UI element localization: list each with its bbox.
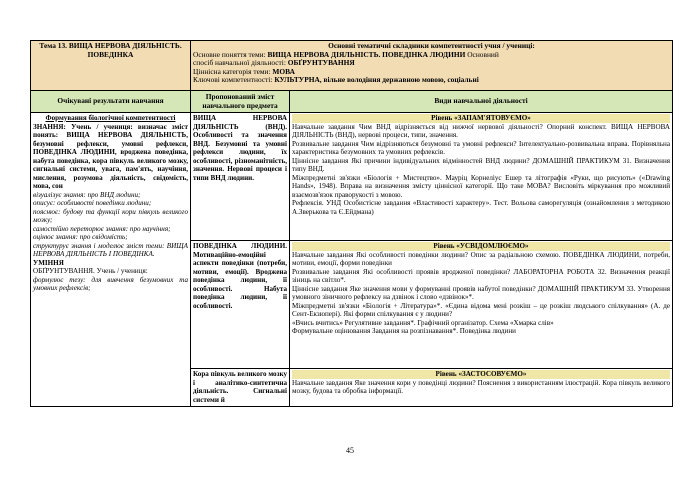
skills-line: ОБҐРУНТУВАННЯ. Учень / учениця:: [33, 267, 148, 275]
column-header-activities: Види навчальної діяльності: [290, 91, 673, 113]
level-understand-p3: Ціннісне завдання Яке значення мови у формуванні проявів набутої поведінки? ДОМАШНІЙ ПРАКТИКУМ 33. Утворення умовного зіничного рефлексу на дзвінок і слово «дзвінок»*.: [292, 284, 671, 301]
level-remember-cell: [290, 113, 673, 241]
level-understand-p1: Навчальне завдання Які особливості поведінки людини? Опис за радіальною схемою. ПОВЕДІНКА ЛЮДИНИ, потреби, мотиви, емоції, форми поведінки: [292, 250, 671, 267]
column-header-content: Пропонований зміст навчального предмета: [191, 91, 290, 113]
visualizes-text: візуалізує знання: про ВНД людини;: [33, 190, 141, 199]
competence-line-1: Основне поняття теми: ВИЩА НЕРВОВА ДІЯЛЬНІСТЬ. ПОВЕДІНКА ЛЮДИНИ Основний: [193, 49, 499, 59]
describes-text: описує: особливості поведінки людини;: [33, 199, 152, 207]
competence-formation-title: Формування біологічної компетентності: [45, 114, 176, 122]
explains-text: пояснює: будову та функції кори півкуль великого мозку;: [33, 207, 188, 224]
skills-formulates: формулює тезу: для вивчення безумовних та умовних рефлексів;: [33, 275, 188, 292]
level-apply-p1: Навчальне завдання Яке значення кори у поведінці людини? Пояснення з використанням ілюстрацій. Кора півкуль великого мозку, будова та обробка інформації.: [292, 378, 671, 395]
structures-text: структурує знання і моделює зміст теми: ВИЩА НЕРВОВА ДІЯЛЬНІСТЬ І ПОВЕДІНКА.: [33, 241, 188, 258]
level-understand-p6: Формувальне оцінювання Завдання на розпізнавання*. Поведінка людини: [292, 327, 516, 335]
competence-block: [191, 41, 673, 91]
column-header-expected-results: Очікувані результати навчання: [31, 91, 191, 113]
content-block-2: ПОВЕДІНКА ЛЮДИНИ. Мотиваційно-емоційні аспекти поведінки (потреби, мотиви, емоції). Вроджена поведінка людини, її особливості. Набута поведінка людини, її особливості.: [191, 241, 290, 369]
level-understand-p5: «Вчись вчитись» Регулятивне завдання*. Графічний організатор. Схема «Хмарка слів»: [292, 318, 554, 327]
level-understand-title: Рівень «УСВІДОМЛЮЄМО»: [292, 242, 670, 251]
competence-line-3: Ціннісна категорія теми: МОВА: [193, 66, 295, 76]
level-understand-p4: Міжпредметні зв'язки «Біологія + Література»*. «Єдина відома мені розкіш – це розкіш людського спілкування» (А. де Сент-Екзюпері). Які форми спілкування є у людини?: [292, 301, 671, 318]
competence-heading: Основні тематичні складники компетентності учня / учениці:: [328, 41, 535, 50]
level-understand-p2: Розвивальне завдання Які особливості проявів вродженої поведінки? ЛАБОРАТОРНА РОБОТА 32. Визначення реакції зіниць на світло*.: [292, 267, 671, 284]
content-block-1: ВИЩА НЕРВОВА ДІЯЛЬНІСТЬ (ВНД). Особливості та значення ВНД. Безумовні та умовні рефлекси людини, їх особливості, різноманітність, значення. Нервові процеси і типи ВНД людини.: [191, 113, 290, 241]
level-understand-cell: [290, 241, 673, 369]
page-number: 45: [346, 446, 354, 455]
level-remember-p5: Рефлексія. УНД Особистісне завдання «Властивості характеру». Тест. Вольова саморегуляція (ознайомлення з методикою А.Зверькова та Є.Ейдмана): [292, 199, 671, 216]
level-remember-p2: Розвивальне завдання Чим відрізняються безумовні та умовні рефлекси? Інтелектуально-розвивальна вправа. Порівняльна характеристика безумовних та умовних рефлексів.: [292, 139, 671, 156]
level-apply-cell: [290, 369, 673, 407]
skills-title: УМІННЯ: [33, 258, 64, 267]
level-remember-p1: Навчальне завдання Чим ВНД відрізняється від нижчої нервової діяльності? Опорний конспект. ВИЩА НЕРВОВА ДІЯЛЬНІСТЬ (ВНД), нервові процеси, типи, значення.: [292, 122, 671, 139]
expected-results-cell: [31, 113, 191, 407]
independent-text: самостійно переторює знання: про научіння;: [33, 224, 171, 233]
competence-line-4: Ключові компетентності: КУЛЬТУРНА, вільне володіння державною мовою, соціальні: [193, 75, 479, 85]
level-remember-title: Рівень «ЗАПАМ'ЯТОВУЄМО»: [292, 114, 670, 123]
content-block-3: Кора півкуль великого мозку і аналітико-синтетична діяльність. Сигнальні системи й: [191, 369, 290, 407]
topic-title: Тема 13. ВИЩА НЕРВОВА ДІЯЛЬНІСТЬ. ПОВЕДІНКА: [31, 41, 191, 91]
competence-line-2: спосіб навчальної діяльності: ОБҐРУНТУВАННЯ: [193, 58, 355, 68]
level-remember-p4: Міжпредметні зв'язки «Біологія + Мистецтво». Мауріц Корнеліус Ешер та літографія «Руки, що рисують» («Drawing Hands», 1948). Вправа на визначення змісту ціннісної категорії. Що таке МОВА? Висловіть міркування про можливий взаємозв'язок праворукості з мовою.: [292, 173, 671, 199]
curriculum-table: [30, 40, 673, 407]
level-remember-p3: Ціннісне завдання Які причини індивідуальних відмінностей ВНД людини? ДОМАШНІЙ ПРАКТИКУМ 31. Визначення типу ВНД.: [292, 156, 671, 173]
level-apply-title: Рівень «ЗАСТОСОВУЄМО»: [292, 370, 670, 379]
knowledge-text: ЗНАННЯ: Учень / учениця: визначає зміст понять: ВИЩА НЕРВОВА ДІЯЛЬНІСТЬ, безумовні рефлекси, умовні рефлекси, ПОВЕДІНКА ЛЮДИНИ, вроджена поведінка, набута поведінка, кора півкуль великого мозку, сигнальні системи, увага, пам'ять, научіння, мислення, розумова діяльність, свідомість, мова, сон: [33, 122, 188, 190]
evaluates-text: оцінює знання: про свідомість;: [33, 233, 128, 241]
